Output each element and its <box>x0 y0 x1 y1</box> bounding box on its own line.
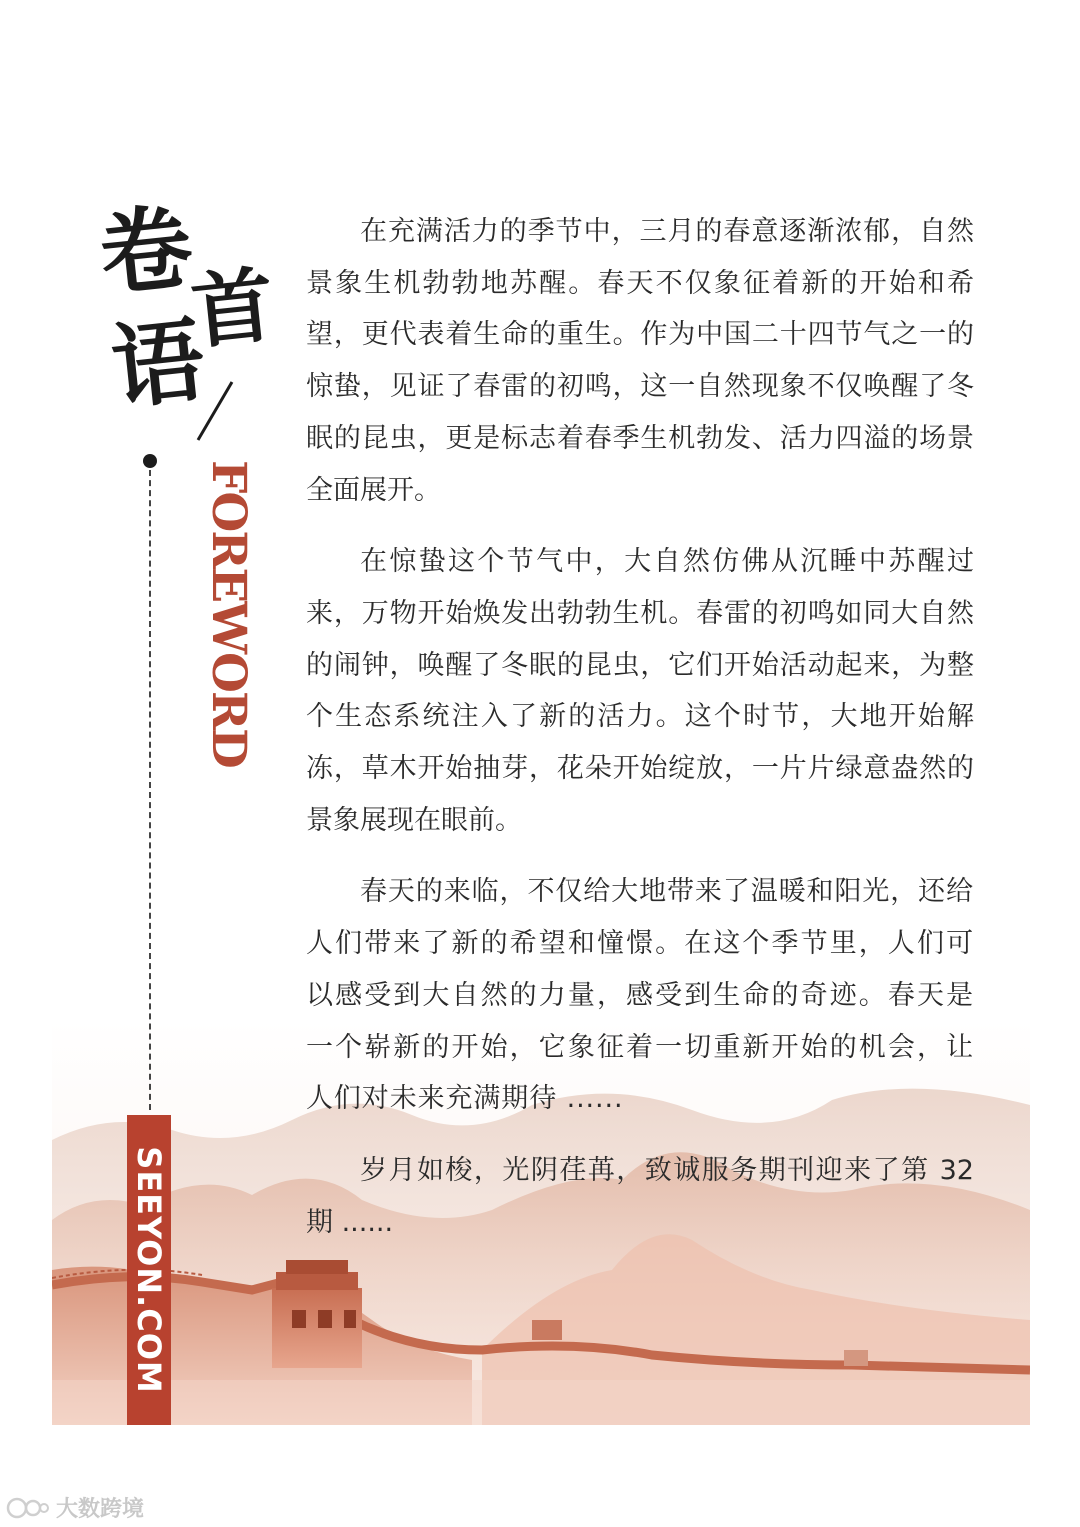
paragraph-4: 岁月如梭，光阴荏苒，致诚服务期刊迎来了第 32 期 ...... <box>306 1154 974 1238</box>
headline-char-juan: 卷 <box>94 192 198 310</box>
watermark <box>6 1491 144 1523</box>
watermark-logo-icon <box>6 1494 50 1520</box>
paragraph-3: 春天的来临，不仅给大地带来了温暖和阳光，还给人们带来了新的希望和憧憬。在这个季节里，人们可以感受到大自然的力量，感受到生命的奇迹。春天是一个崭新的开始，它象征着一切重新开始的机会，让人们对未来充满期待 ...... <box>306 876 974 1115</box>
paragraph-1: 在充满活力的季节中，三月的春意逐渐浓郁，自然景象生机勃勃地苏醒。春天不仅象征着新的开始和希望，更代表着生命的重生。作为中国二十四节气之一的惊蛰，见证了春雷的初鸣，这一自然现象不仅唤醒了冬眠的昆虫，更是标志着春季生机勃发、活力四溢的场景全面展开。 <box>306 216 974 506</box>
headline-char-yu: 语 <box>106 305 210 423</box>
watchtower-small-1 <box>532 1320 562 1340</box>
watchtower-main <box>272 1260 362 1368</box>
foreword-body <box>306 206 974 1248</box>
headline-char-shou: 首 <box>187 256 279 362</box>
bullet-dot <box>143 454 157 468</box>
slash-mark-decoration <box>192 378 238 444</box>
watermark-text: 大数跨境 <box>56 1496 145 1522</box>
watchtower-small-2 <box>844 1350 868 1366</box>
website-label: SEEYON.COM <box>130 1146 168 1394</box>
dotted-divider-line <box>149 470 151 1110</box>
foreword-label-container <box>198 460 258 767</box>
website-band <box>127 1115 171 1425</box>
paragraph-2: 在惊蛰这个节气中，大自然仿佛从沉睡中苏醒过来，万物开始焕发出勃勃生机。春雷的初鸣如同大自然的闹钟，唤醒了冬眠的昆虫，它们开始活动起来，为整个生态系统注入了新的活力。这个时节，大地开始解冻，草木开始抽芽，花朵开始绽放，一片片绿意盎然的景象展现在眼前。 <box>306 546 974 836</box>
foreword-label: FOREWORD <box>201 460 256 767</box>
